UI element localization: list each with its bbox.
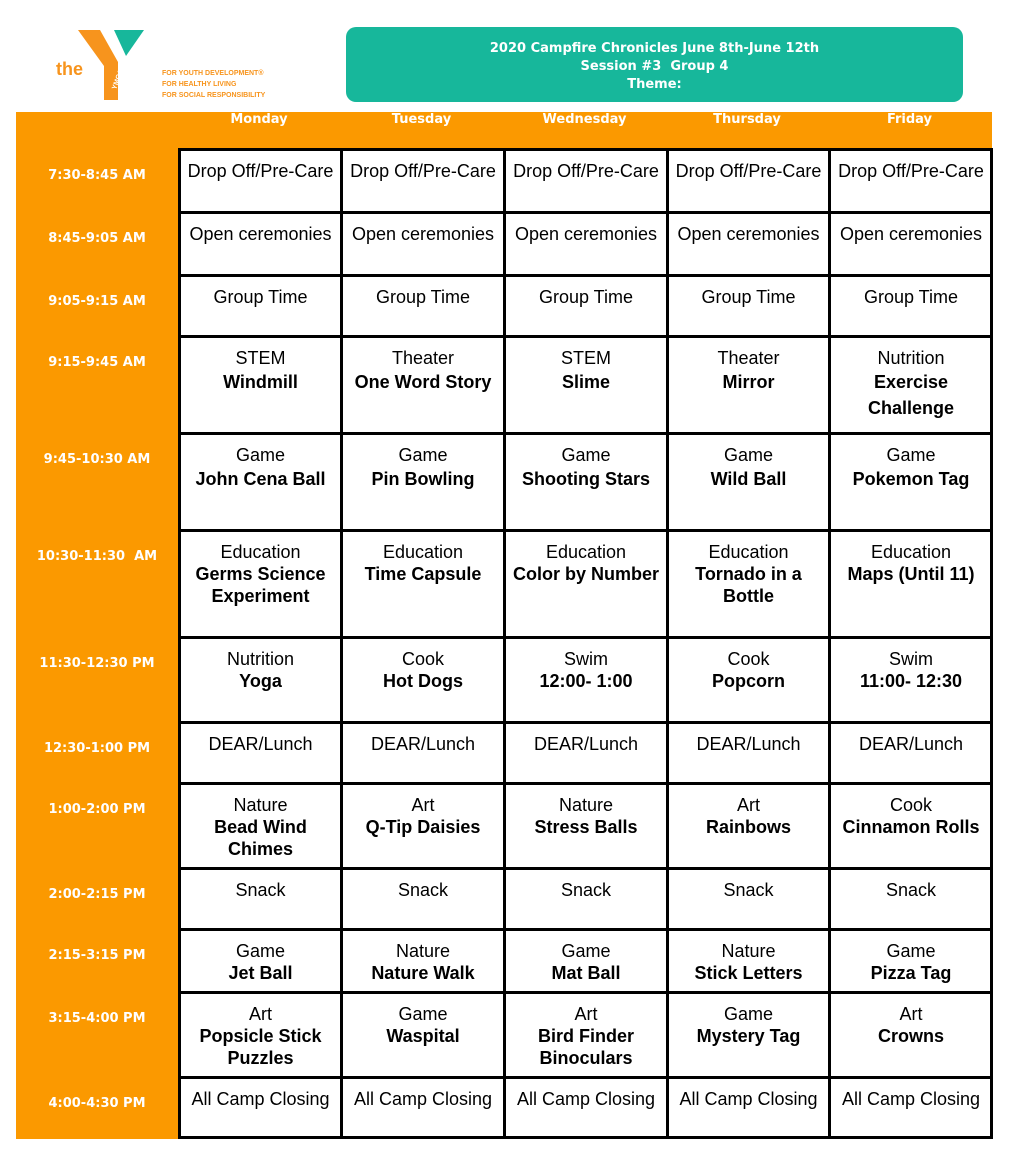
schedule-cell [343,931,503,991]
schedule-cell [669,931,828,991]
activity-name: Germs Science Experiment [195,564,326,606]
activity-name: Mat Ball [551,963,621,983]
schedule-cell [181,1079,340,1139]
time-slot-label: 2:00-2:15 PM [48,887,146,902]
grid-line [178,529,993,532]
schedule-cell [181,994,340,1076]
activity-name: Hot Dogs [383,671,463,691]
activity-name: Yoga [239,671,282,691]
schedule-cell [343,435,503,529]
activity-category: Game [886,941,936,961]
activity-name: Waspital [386,1026,460,1046]
activity-category: All Camp Closing [841,1089,981,1109]
logo-tagline: FOR YOUTH DEVELOPMENT® [162,70,264,77]
time-slot-label: 7:30-8:45 AM [48,168,146,183]
logo-ymca-text: YMCA [111,68,125,91]
activity-name: Q-Tip Daisies [365,817,481,837]
activity-name: One Word Story [354,372,492,392]
activity-category: Group Time [213,287,308,307]
activity-category: Game [723,445,774,465]
schedule-cell [831,151,991,211]
activity-category: Education [382,542,464,562]
activity-name: Jet Ball [228,963,293,983]
activity-name: Slime [561,372,611,392]
activity-category: Art [736,795,760,815]
activity-category: Group Time [863,287,959,307]
logo-taglines [162,68,265,101]
activity-name: John Cena Ball [195,469,326,489]
schedule-cell [181,214,340,274]
time-slot-label: 8:45-9:05 AM [48,231,146,246]
grid-line [178,335,993,338]
activity-category: Nature [233,795,288,815]
schedule-cell [343,639,503,721]
activity-category: Nature [721,941,776,961]
schedule-cell [669,338,828,432]
schedule-cell [181,151,340,211]
schedule-cell [669,214,828,274]
activity-category: All Camp Closing [353,1089,493,1109]
activity-category: Art [899,1004,923,1024]
activity-category: DEAR/Lunch [208,734,313,754]
time-slot-label: 10:30-11:30 AM [36,549,158,564]
activity-category: Game [235,941,286,961]
schedule-cell [669,994,828,1076]
schedule-cell [181,870,340,928]
schedule-cell [181,724,340,782]
grid-line [178,636,993,639]
activity-category: Snack [235,880,286,900]
grid-line [178,148,993,151]
ymca-logo [52,28,282,106]
activity-name: 11:00- 12:30 [859,671,963,691]
schedule-cell [506,1079,666,1139]
schedule-cell [506,277,666,335]
schedule-cell [506,435,666,529]
activity-name: Mirror [722,372,775,392]
activity-name: Bird Finder Binoculars [537,1026,634,1068]
activity-category: Nature [395,941,451,961]
grid-line [178,782,993,785]
activity-name: Popsicle Stick Puzzles [199,1026,322,1068]
activity-category: All Camp Closing [679,1089,818,1109]
schedule-cell [343,532,503,636]
time-column [16,112,178,1139]
logo-tagline: FOR HEALTHY LIVING [162,81,237,88]
activity-category: Game [561,941,611,961]
grid-line [178,991,993,994]
activity-category: Game [723,1004,774,1024]
grid-line [178,432,993,435]
activity-name: Windmill [223,372,298,392]
grid-line [178,867,993,870]
activity-category: Nutrition [877,348,945,368]
activity-category: Drop Off/Pre-Care [838,161,984,181]
activity-category: Game [235,445,286,465]
day-header-tuesday: Tuesday [391,112,452,127]
activity-category: Drop Off/Pre-Care [187,161,334,181]
grid-line [178,1076,993,1079]
schedule-cell [831,338,991,432]
schedule-cell [181,785,340,867]
activity-category: All Camp Closing [191,1089,330,1109]
schedule-cell [343,214,503,274]
activity-category: DEAR/Lunch [533,734,639,754]
schedule-cell [669,277,828,335]
activity-category: Art [411,795,435,815]
schedule-cell [506,870,666,928]
activity-category: Nutrition [226,649,295,669]
schedule-cell [506,785,666,867]
activity-name: Bead Wind Chimes [214,817,307,859]
schedule-cell [831,785,991,867]
activity-category: Education [708,542,789,562]
activity-name: Maps (Until 11) [847,564,975,584]
activity-category: Art [574,1004,598,1024]
activity-category: DEAR/Lunch [696,734,801,754]
header-title: 2020 Campfire Chronicles June 8th-June 12th [489,41,820,56]
logo-tagline: FOR SOCIAL RESPONSIBILITY [162,92,266,99]
activity-category: Game [561,445,611,465]
schedule-cell [343,724,503,782]
schedule-cell [831,870,991,928]
schedule-cell [343,277,503,335]
schedule-cell [343,338,503,432]
schedule-cell [506,532,666,636]
grid-line [178,211,993,214]
time-slot-label: 2:15-3:15 PM [48,948,146,963]
schedule-cell [831,277,991,335]
schedule-cell [343,1079,503,1139]
activity-name: Tornado in a Bottle [695,564,802,606]
schedule-cell [181,639,340,721]
day-header-thursday: Thursday [713,112,781,127]
time-slot-label: 1:00-2:00 PM [48,802,146,817]
activity-category: Theater [717,348,780,368]
activity-category: Snack [397,880,449,900]
activity-name: Popcorn [711,671,785,691]
activity-name: Wild Ball [710,469,787,489]
schedule-cell [669,532,828,636]
activity-name: Pokemon Tag [852,469,970,489]
activity-category: Game [886,445,936,465]
schedule-cell [831,724,991,782]
activity-category: Game [398,445,448,465]
activity-category: STEM [560,348,611,368]
activity-category: Snack [723,880,774,900]
activity-category: DEAR/Lunch [858,734,964,754]
activity-category: Open ceremonies [677,224,820,244]
schedule-cell [831,1079,991,1139]
schedule-cell [506,639,666,721]
schedule-cell [669,870,828,928]
activity-category: Open ceremonies [514,224,658,244]
schedule-cell [343,994,503,1076]
schedule-cell [181,277,340,335]
activity-category: Group Time [538,287,634,307]
activity-name: Color by Number [512,564,659,584]
schedule-cell [506,151,666,211]
activity-name: Nature Walk [371,963,475,983]
time-slot-label: 3:15-4:00 PM [48,1011,146,1026]
grid-line [178,928,993,931]
schedule-cell [343,785,503,867]
activity-category: STEM [235,348,286,368]
activity-category: Drop Off/Pre-Care [350,161,496,181]
schedule-cell [181,532,340,636]
activity-category: Swim [564,649,608,669]
time-slot-label: 9:05-9:15 AM [48,294,146,309]
activity-category: Swim [889,649,933,669]
activity-name: Crowns [877,1026,944,1046]
schedule-cell [506,994,666,1076]
activity-category: Open ceremonies [189,224,332,244]
schedule-cell [343,870,503,928]
activity-name: Shooting Stars [521,469,650,489]
activity-name: Mystery Tag [696,1026,801,1046]
schedule-cell [831,639,991,721]
schedule-cell [343,151,503,211]
schedule-cell [669,435,828,529]
activity-category: Group Time [701,287,796,307]
schedule-grid [178,148,993,1139]
schedule-cell [181,931,340,991]
activity-category: Open ceremonies [351,224,495,244]
activity-name: Time Capsule [364,564,482,584]
schedule-cell [181,338,340,432]
schedule-cell [669,1079,828,1139]
activity-name: Pin Bowling [371,469,475,489]
schedule-cell [669,639,828,721]
time-slot-label: 4:00-4:30 PM [48,1096,146,1111]
time-slot-label: 12:30-1:00 PM [43,741,151,756]
day-header-wednesday: Wednesday [542,112,627,127]
logo-the-text: the [56,59,83,79]
activity-category: Snack [885,880,937,900]
activity-name: Cinnamon Rolls [842,817,980,837]
activity-name: 12:00- 1:00 [539,671,633,691]
activity-category: Open ceremonies [839,224,983,244]
activity-name: Rainbows [705,817,791,837]
schedule-cell [831,435,991,529]
activity-category: Theater [391,348,455,368]
schedule-cell [669,785,828,867]
activity-category: Snack [560,880,612,900]
grid-line [178,274,993,277]
schedule-cell [831,931,991,991]
schedule-cell [506,724,666,782]
activity-name: Exercise Challenge [867,372,955,418]
activity-category: Education [220,542,301,562]
schedule-cell [506,214,666,274]
schedule-cell [506,931,666,991]
schedule-cell [831,214,991,274]
activity-category: Nature [558,795,614,815]
grid-line [178,1136,993,1139]
grid-line [178,721,993,724]
activity-category: All Camp Closing [516,1089,656,1109]
activity-category: Group Time [375,287,471,307]
activity-name: Pizza Tag [870,963,952,983]
schedule-cell [506,338,666,432]
header-session: Session #3 Group 4 [580,59,729,74]
activity-category: Cook [889,795,933,815]
activity-category: Cook [727,649,770,669]
activity-category: Game [398,1004,448,1024]
time-slot-label: 9:15-9:45 AM [48,355,146,370]
activity-category: DEAR/Lunch [370,734,476,754]
activity-category: Education [870,542,952,562]
activity-category: Education [545,542,627,562]
header-theme: Theme: [627,77,682,92]
schedule-cell [831,994,991,1076]
activity-category: Drop Off/Pre-Care [675,161,822,181]
activity-category: Art [248,1004,272,1024]
day-header-friday: Friday [886,112,933,127]
activity-category: Cook [401,649,445,669]
activity-category: Drop Off/Pre-Care [513,161,659,181]
schedule-cell [181,435,340,529]
ymca-y-mark-icon [78,28,148,102]
schedule-cell [669,151,828,211]
day-header-monday: Monday [230,112,288,127]
schedule-cell [669,724,828,782]
time-slot-label: 11:30-12:30 PM [39,656,155,671]
activity-name: Stick Letters [694,963,803,983]
schedule-header-banner [346,27,963,102]
schedule-cell [831,532,991,636]
activity-name: Stress Balls [534,817,638,837]
time-slot-label: 9:45-10:30 AM [43,452,151,467]
